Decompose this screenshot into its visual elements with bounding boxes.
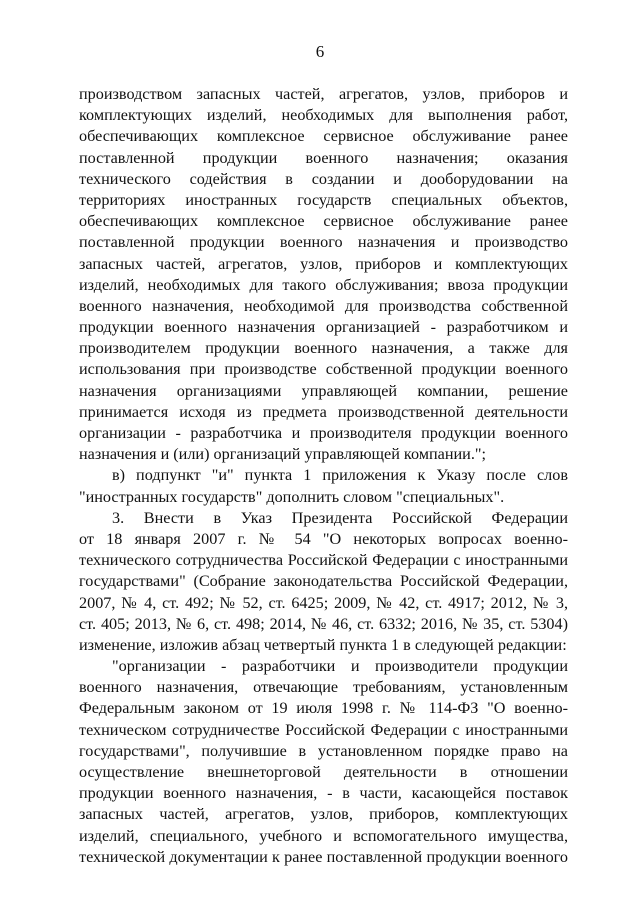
text-line: технического содействия в создании и дооборудовании на	[79, 169, 568, 188]
text-line: технической документации к ранее поставленной продукции военного	[79, 847, 568, 866]
text-line: поставленной продукции военного назначения и производство	[79, 233, 568, 252]
text-line: изделий, специального, учебного и вспомогательного имущества,	[79, 826, 568, 845]
text-line: запасных частей, агрегатов, узлов, приборов и комплектующих	[79, 254, 568, 273]
text-line: организации - разработчика и производителя продукции военного	[79, 424, 568, 442]
text-line: запасных частей, агрегатов, узлов, приборов, комплектующих	[79, 805, 568, 824]
text-line: комплектующих изделий, необходимых для выполнения работ,	[79, 106, 568, 125]
text-line: Федеральным законом от 19 июля 1998 г. № 114-ФЗ "О военно-	[79, 699, 568, 718]
text-line: поставленной продукции военного назначения; оказания	[79, 148, 568, 167]
text-line: территориях иностранных государств специальных объектов,	[79, 190, 568, 209]
text-line: военного назначения, необходимой для производства собственной	[79, 296, 568, 315]
text-line: принимается исходя из предмета производственной деятельности	[79, 402, 568, 421]
text-line: в) подпункт "и" пункта 1 приложения к Указу после слов	[112, 466, 568, 485]
text-line: техническом сотрудничестве Российской Федерации с иностранными	[79, 720, 568, 739]
text-line: изменение, изложив абзац четвертый пункта 1 в следующей редакции:	[79, 635, 567, 654]
text-line: технического сотрудничества Российской Федерации с иностранными	[79, 551, 568, 570]
text-line: "организации - разработчики и производители продукции	[112, 657, 568, 676]
text-line: государствами", получившие в установленном порядке право на	[79, 741, 568, 760]
text-line: производителем продукции военного назначения, а также для	[79, 339, 568, 358]
text-line: продукции военного назначения, - в части, касающейся поставок	[79, 784, 568, 803]
document-body	[79, 84, 568, 868]
text-line: государствами" (Собрание законодательства Российской Федерации,	[79, 572, 568, 591]
page-number: 6	[315, 42, 325, 61]
text-line: от 18 января 2007 г. № 54 "О некоторых вопросах военно-	[79, 529, 568, 548]
text-line: 3. Внести в Указ Президента Российской Федерации	[112, 508, 568, 527]
text-line: ст. 405; 2013, № 6, ст. 498; 2014, № 46, ст. 6332; 2016, № 35, ст. 5304)	[79, 614, 568, 633]
text-line: обеспечивающих комплексное сервисное обслуживание ранее	[79, 127, 568, 146]
text-line: военного назначения, отвечающие требованиям, установленным	[79, 678, 568, 697]
text-line: изделий, необходимых для такого обслуживания; ввоза продукции	[79, 275, 568, 294]
text-line: производством запасных частей, агрегатов, узлов, приборов и	[79, 85, 568, 103]
text-line: назначения организациями управляющей компании, решение	[79, 381, 568, 400]
text-line: использования при производстве собственной продукции военного	[79, 360, 568, 379]
text-line: продукции военного назначения организацией - разработчиком и	[79, 318, 568, 337]
text-line: осуществление внешнеторговой деятельности в отношении	[79, 763, 568, 781]
text-line: "иностранных государств" дополнить словом "специальных".	[79, 487, 505, 506]
text-line: обеспечивающих комплексное сервисное обслуживание ранее	[79, 212, 568, 231]
text-line: 2007, № 4, ст. 492; № 52, ст. 6425; 2009, № 42, ст. 4917; 2012, № 3,	[79, 593, 568, 612]
text-line: назначения и (или) организаций управляющей компании.";	[79, 445, 486, 464]
